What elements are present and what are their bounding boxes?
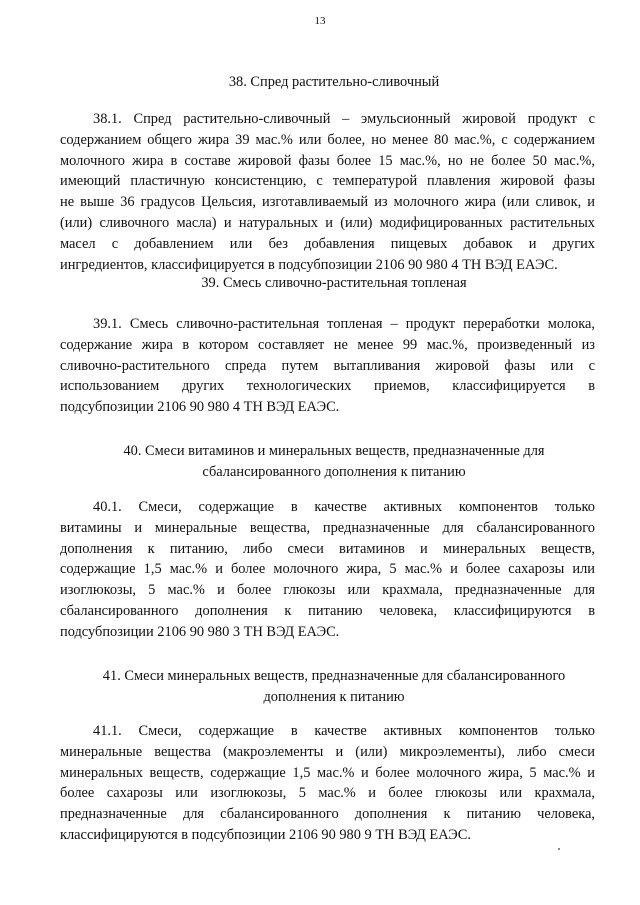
paragraph-line: минеральные вещества (макроэлементы и (или) микроэлементы), либо смеси [60, 743, 595, 760]
paragraph-line: минеральных веществ, содержащие 1,5 мас.% и более молочного жира, 5 мас.% и [60, 764, 595, 781]
paragraph-line: молочного жира в составе жировой фазы более 15 мас.%, но не более 50 мас.%, [60, 152, 595, 169]
heading-line: 39. Смесь сливочно-растительная топленая [201, 275, 467, 291]
paragraph-line: 38.1. Спред растительно-сливочный – эмульсионный жировой продукт с [93, 111, 595, 127]
paragraph-line: содержащие 1,5 мас.% и более молочного жира, 5 мас.% и более сахарозы или [60, 561, 595, 578]
section-38-paragraph [60, 109, 595, 275]
paragraph-line: имеющий пластичную консистенцию, с температурой плавления жировой фазы [60, 173, 595, 190]
section-39-paragraph [60, 314, 595, 418]
paragraph-line: 39.1. Смесь сливочно-растительная топленая – продукт переработки молока, [93, 316, 595, 332]
heading-line: сбалансированного дополнения к питанию [202, 464, 466, 480]
page-number: 13 [314, 15, 326, 27]
section-41-paragraph [60, 721, 595, 846]
paragraph-line: 40.1. Смеси, содержащие в качестве активных компонентов только [93, 499, 595, 515]
heading-line: 41. Смеси минеральных веществ, предназначенные для сбалансированного [102, 668, 566, 684]
paragraph-line: содержание жира в котором составляет не менее 99 мас.%, произведенный из [60, 336, 595, 353]
paragraph-line: использованием других технологических приемов, классифицируется в [60, 378, 595, 395]
section-39-heading [60, 273, 608, 294]
paragraph-line: предназначенные для сбалансированного дополнения к питанию человека, [60, 806, 595, 823]
paragraph-line: сбалансированного дополнения к питанию человека, классифицируются в [60, 602, 595, 619]
paragraph-line: сливочно-растительного спреда путем вытапливания жировой фазы или с [60, 357, 595, 374]
paragraph-line: изоглюкозы, 5 мас.% и более глюкозы или крахмала, предназначенные для [60, 582, 595, 599]
paragraph-line: содержанием общего жира 39 мас.% или более, но менее 80 мас.%, с содержанием [60, 131, 595, 148]
paragraph-line: дополнения к питанию, либо смеси витаминов и минеральных веществ, [60, 540, 595, 557]
paragraph-line: 41.1. Смеси, содержащие в качестве активных компонентов только [93, 723, 595, 739]
section-40-heading [60, 441, 608, 483]
heading-line: дополнения к питанию [263, 689, 405, 705]
paragraph-line: классифицируются в подсубпозиции 2106 90 980 9 ТН ВЭД ЕАЭС. [60, 826, 471, 843]
scan-speck [558, 848, 560, 850]
paragraph-line: подсубпозиции 2106 90 980 4 ТН ВЭД ЕАЭС. [60, 399, 340, 416]
paragraph-line: витамины и минеральные вещества, предназначенные для сбалансированного [60, 519, 595, 536]
paragraph-line: (или) сливочного масла) и натуральных и (или) модифицированных растительных [60, 214, 595, 231]
paragraph-line: более сахарозы или изоглюкозы, 5 мас.% и более глюкозы или крахмала, [60, 785, 595, 802]
paragraph-line: не выше 36 градусов Цельсия, изготавливаемый из молочного жира (или сливок, и [60, 194, 595, 211]
paragraph-line: ингредиентов, классифицируется в подсубпозиции 2106 90 980 4 ТН ВЭД ЕАЭС. [60, 256, 558, 273]
paragraph-line: подсубпозиции 2106 90 980 3 ТН ВЭД ЕАЭС. [60, 623, 340, 640]
paragraph-line: масел с добавлением или без добавления пищевых добавок и других [60, 235, 595, 252]
section-38-heading [60, 72, 608, 93]
section-41-heading [60, 666, 608, 708]
heading-line: 40. Смеси витаминов и минеральных веществ, предназначенные для [123, 443, 545, 459]
heading-line: 38. Спред растительно-сливочный [228, 74, 440, 90]
section-40-paragraph [60, 497, 595, 643]
